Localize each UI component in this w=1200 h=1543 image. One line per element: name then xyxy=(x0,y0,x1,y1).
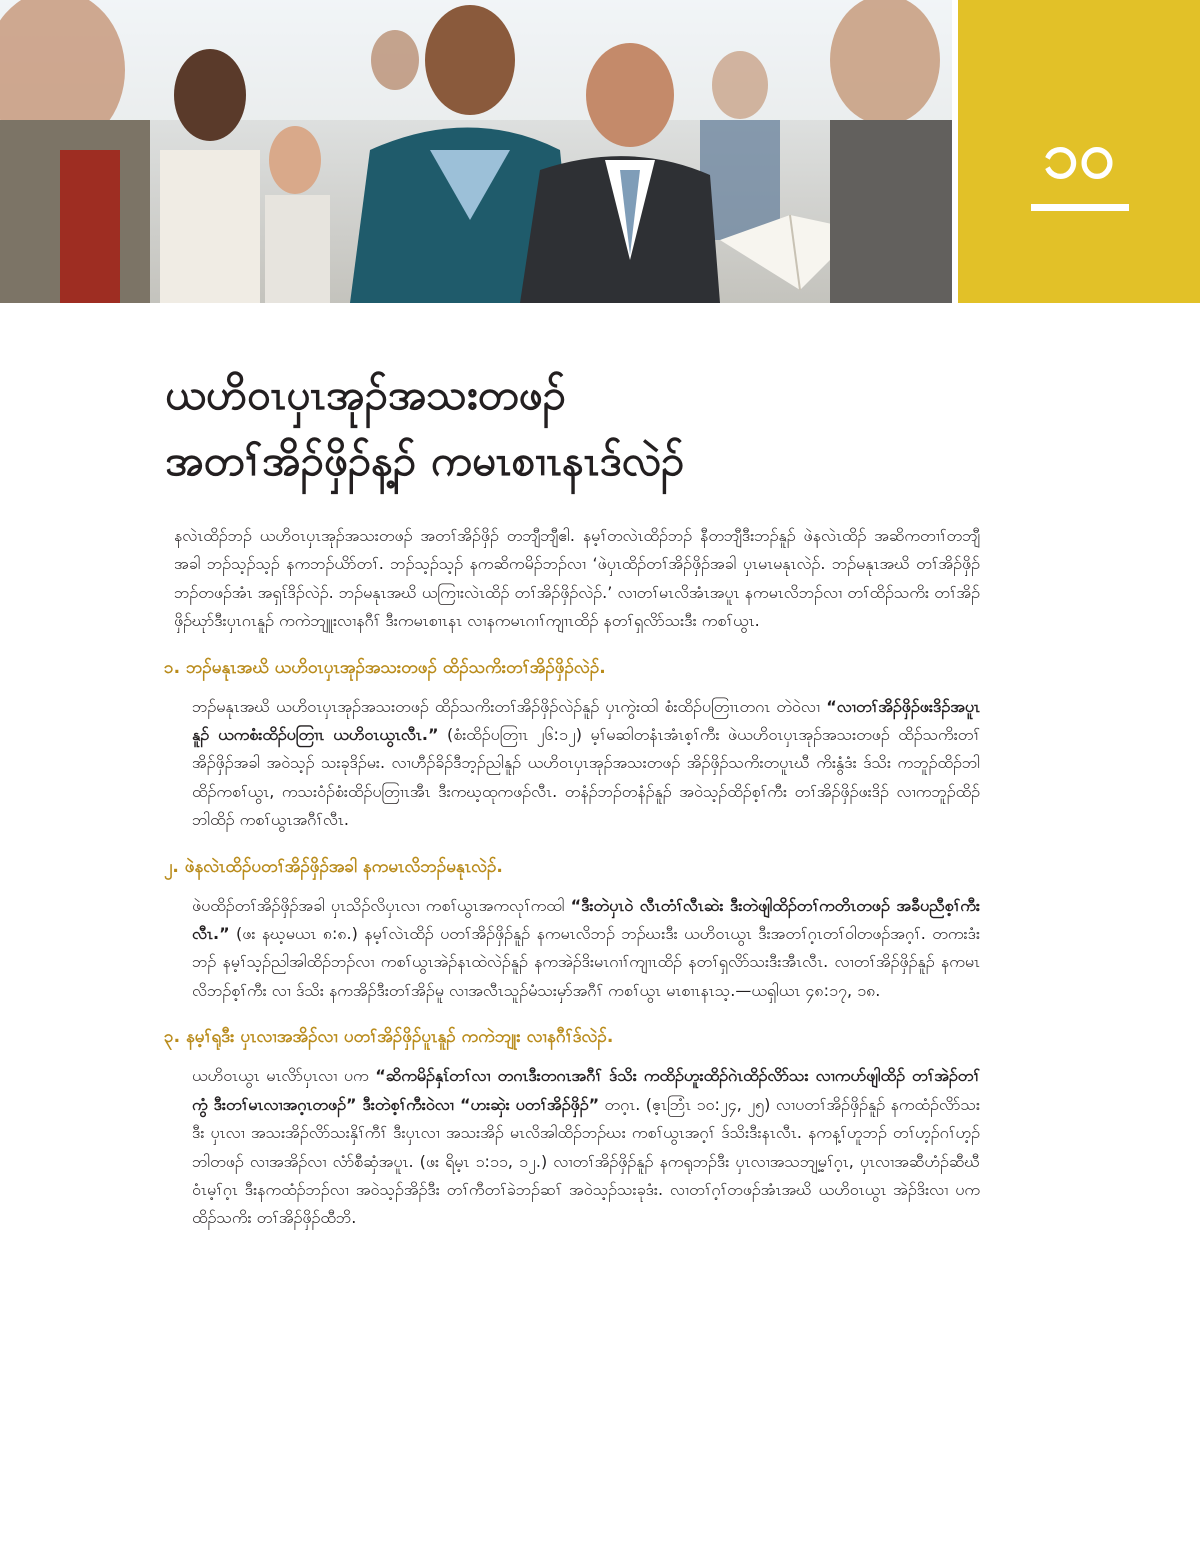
page-title xyxy=(165,362,1065,494)
intro-paragraph: နလဲၤထိၣ်ဘၣ် ယဟိဝၤပှၤအုၣ်အသးတဖၣ် အတၢ်အိၣ်ဖှိၣ် တဘျီဘျီဧါ. နမ့ၢ်တလဲၤထိၣ်ဘၣ် နီတဘျီဒီးဘၣ်နူၣ် ဖဲနလဲၤထိၣ် အဆိကတၢၢ်တဘျီအခါ ဘၣ်သ့ၣ်သ့ၣ် နကဘၣ်ယိာ်တၢ်. ဘၣ်သ့ၣ်သ့ၣ် နကဆိကမိၣ်ဘၣ်လၢ ‘ဖဲပှၤထိၣ်တၢ်အိၣ်ဖှိၣ်အခါ ပှၤမၤမနုၤလဲၣ်. ဘၣ်မနုၤအဃိ တၢ်အိၣ်ဖှိၣ်ဘၣ်တဖၣ်အံၤ အရှၤ်ဒိၣ်လဲၣ်. ဘၣ်မနုၤအဃိ ယကြၢးလဲၤထိၣ် တၢ်အိၣ်ဖှိၣ်လဲၣ်.’ လၢတၢ်မၤလိအံၤအပူၤ နကမၤလိဘၣ်လၢ တၢ်ထိၣ်သကိး တၢ်အိၣ်ဖှိၣ်ဃုာ်ဒီးပှၤဂၤနူၣ် ကကဲဘျူးလၢနဂီၢ် ဒီးကမၤစၢၤနၤ လၢနကမၤဂၢၢ်ကျၢၤထိၣ် နတၢ်ရှလိာ်သးဒီး ကစၢ်ယွၤ. xyxy=(174,526,980,631)
section-2-text-b: (ဖး နဃ့မယၤ ၈:၈.) နမ့ၢ်လဲၤထိၣ် ပတၢ်အိၣ်ဖှိၣ်နူၣ် နကမၤလိဘၣ် ဘၣ်ဃးဒီး ယဟိဝၤယွၤ ဒီးအတၢ်ဂ့ၤတၢ်ဝါတဖၣ်အဂ့ၢ်. တကးဒံးဘၣ် နမ့ၢ်သ့ၣ်ညါအါထိၣ်ဘၣ်လၢ ကစၢ်ယွၤအဲၣ်နၤထဲလဲၣ်နူၣ် နကအဲၣ်ဒိးမၤဂၢၢ်ကျၢၤထိၣ် နတၢ်ရှလိာ်သးဒီးအီၤလီၤ. လၢတၢ်အိၣ်ဖှိၣ်နူၣ် နကမၤလိဘၣ်စ့ၢ်ကီး လၢ ဒ်သိး နကအိၣ်ဒီးတၢ်အိၣ်မူ လၢအလီၤသူၣ်မံသးမှာ်အဂီၢ် ကစၢ်ယွၤ မၤစၢၤနၤသ့.—ယရှါယၤ ၄၈:၁၇, ၁၈. xyxy=(192,924,980,1000)
section-2-text-a: ဖဲပထိၣ်တၢ်အိၣ်ဖှိၣ်အခါ ပှၤသိၣ်လိပှၤလၢ ကစၢ်ယွၤအကလုၢ်ကထါ xyxy=(192,895,571,915)
congregation-meeting-photo xyxy=(0,0,952,303)
section-3-heading: ၃. နမ့ၢ်ရုဒီး ပှၤလၢအအိၣ်လၢ ပတၢ်အိၣ်ဖှိၣ်ပူၤနူၣ် ကကဲဘျုး လၢနဂီၢ်ဒ်လဲၣ်. xyxy=(164,1027,614,1048)
section-3-scripture-quote: “ဆိကမိၣ်နှၤ်တၢ်လၢ တဂၤဒီးတဂၤအဂီၢ် ဒ်သိး ကထိၣ်ဟူးထိၣ်ဂဲၤထိၣ်လိာ်သး လၢကပာ်ဖျါထိၣ် တၢ်အဲၣ်တၢ်ကွံ ဒီးတၢ်မၤလၢအဂ့ၤတဖၣ်” ဒီးတဲစ့ၢ်ကီးဝဲလၢ “ဟးဆှဲး ပတၢ်အိၣ်ဖှိၣ်” xyxy=(192,1066,980,1114)
section-1-text-a: ဘၣ်မနုၤအဃိ ယဟိဝၤပှၤအုၣ်အသးတဖၣ် ထိၣ်သကိးတၢ်အိၣ်ဖှိၣ်လဲၣ်နူၣ် ပှၤကွဲးထါ စံးထိၣ်ပတြၢၤတဂၤ တဲဝဲလၢ xyxy=(192,696,827,716)
section-2-paragraph xyxy=(192,892,980,1006)
section-3-text-a: ယဟိဝၤယွၤ မၤလိာ်ပှၤလၢ ပက xyxy=(192,1066,376,1086)
article-body xyxy=(164,522,981,1233)
title-line-2: အတၢ်အိၣ်ဖှိၣ်န့ၣ် ကမၤစၢၤနၤဒ်လဲၣ် xyxy=(165,436,685,485)
title-line-1: ယဟိဝၤပှၤအုၣ်အသးတဖၣ် xyxy=(165,370,566,419)
section-2-heading: ၂. ဖဲနလဲၤထိၣ်ပတၢ်အိၣ်ဖှိၣ်အခါ နကမၤလိဘၣ်မနုၤလဲၣ်. xyxy=(164,856,503,877)
section-1-paragraph xyxy=(192,693,980,835)
chapter-number: ၁၀ xyxy=(1043,119,1115,193)
section-1-heading: ၁. ဘၣ်မနုၤအဃိ ယဟိဝၤပှၤအုၣ်အသးတဖၣ် ထိၣ်သကိးတၢ်အိၣ်ဖှိၣ်လဲၣ်. xyxy=(164,657,606,678)
chapter-rule xyxy=(1031,204,1129,211)
section-2-scripture-quote: “ဒီးတဲပှၤဝဲ လီၤတံၢ်လီၤဆဲး ဒီးတဲဖျါထိၣ်တၢ်ကတိၤတဖၣ် အခီပညီစ့ၢ်ကီးလီၤ.” xyxy=(192,895,980,944)
chapter-box xyxy=(958,0,1200,303)
section-1-scripture-quote: “လၢတၢ်အိၣ်ဖှိၣ်ဖးဒိၣ်အပူၤနူၣ် ယကစံးထိၣ်ပတြၢၤ ယဟိဝၤယွၤလီၤ.” xyxy=(192,696,980,745)
section-1-text-b: (စံးထိၣ်ပတြၢၤ ၂၆:၁၂) မ့ၢ်မဆါတနံၤအံၤစ့ၢ်ကီး ဖဲယဟိဝၤပှၤအုၣ်အသးတဖၣ် ထိၣ်သကိးတၢ်အိၣ်ဖှိၣ်အခါ အဝဲသ့ၣ် သးခုဒိၣ်မး. လၢဟီၣ်ခိၣ်ဒီဘ့ၣ်ညါနူၣ် ယဟိဝၤပှၤအုၣ်အသးတဖၣ် အိၣ်ဖှိၣ်သကိးတပူၤဃီ ကိးနွံဒံး ဒ်သိး ကဘူၣ်ထိၣ်ဘါထိၣ်ကစၢ်ယွၤ, ကသးဝံၣ်စံးထိၣ်ပတြၢၤအီၤ ဒီးကဃ့ထုကဖၣ်လီၤ. တနံၣ်ဘၣ်တနံၣ်နူၣ် အဝဲသ့ၣ်ထိၣ်စ့ၢ်ကီး တၢ်အိၣ်ဖှိၣ်ဖးဒိၣ် လၢကဘူၣ်ထိၣ်ဘါထိၣ် ကစၢ်ယွၤအဂီၢ်လီၤ. xyxy=(192,725,981,830)
section-3-text-b: တဂ့ၤ. (ဧ့ၤဘြံၤ ၁၀:၂၄, ၂၅) လၢပတၢ်အိၣ်ဖှိၣ်နူၣ် နကထံၣ်လိာ်သးဒီး ပှၤလၢ အသးအိၣ်လိာ်သးနှိၢ်ကီၢ် ဒီးပှၤလၢ အသးအိၣ် မၤလိအါထိၣ်ဘၣ်ဃး ကစၢ်ယွၤအဂ့ၢ် ဒ်သိးဒီးနၤလီၤ. နကန့ၢ်ဟူဘၣ် တၢ်ဟ့ၣ်ဂၢ်ဟ့ၣ်ဘါတဖၣ် လၢအအိၣ်လၢ လံာ်စီဆှံအပူၤ. (ဖး ရိမ့ၤ ၁:၁၁, ၁၂.) လၢတၢ်အိၣ်ဖှိၣ်နူၣ် နကရုဘၣ်ဒီး ပှၤလၢအသဘျ့မ့ၢ်ဂ့ၤ, ပှၤလၢအဆီဟံၣ်ဆီဃီဝံၤမ့ၢ်ဂ့ၤ ဒီးနကထံၣ်ဘၣ်လၢ အဝဲသ့ၣ်အိၣ်ဒီး တၢ်ကီတၢ်ခဲဘၣ်ဆၢ် အဝဲသ့ၣ်သးခုဒံး. လၢတၢ်ဂ့ၢ်တဖၣ်အံၤအဃိ ယဟိဝၤယွၤ အဲၣ်ဒိးလၢ ပကထိၣ်သကိး တၢ်အိၣ်ဖှိၣ်ထီဘိ. xyxy=(192,1094,980,1228)
hero-photo xyxy=(0,0,952,303)
section-3-paragraph xyxy=(192,1062,980,1232)
